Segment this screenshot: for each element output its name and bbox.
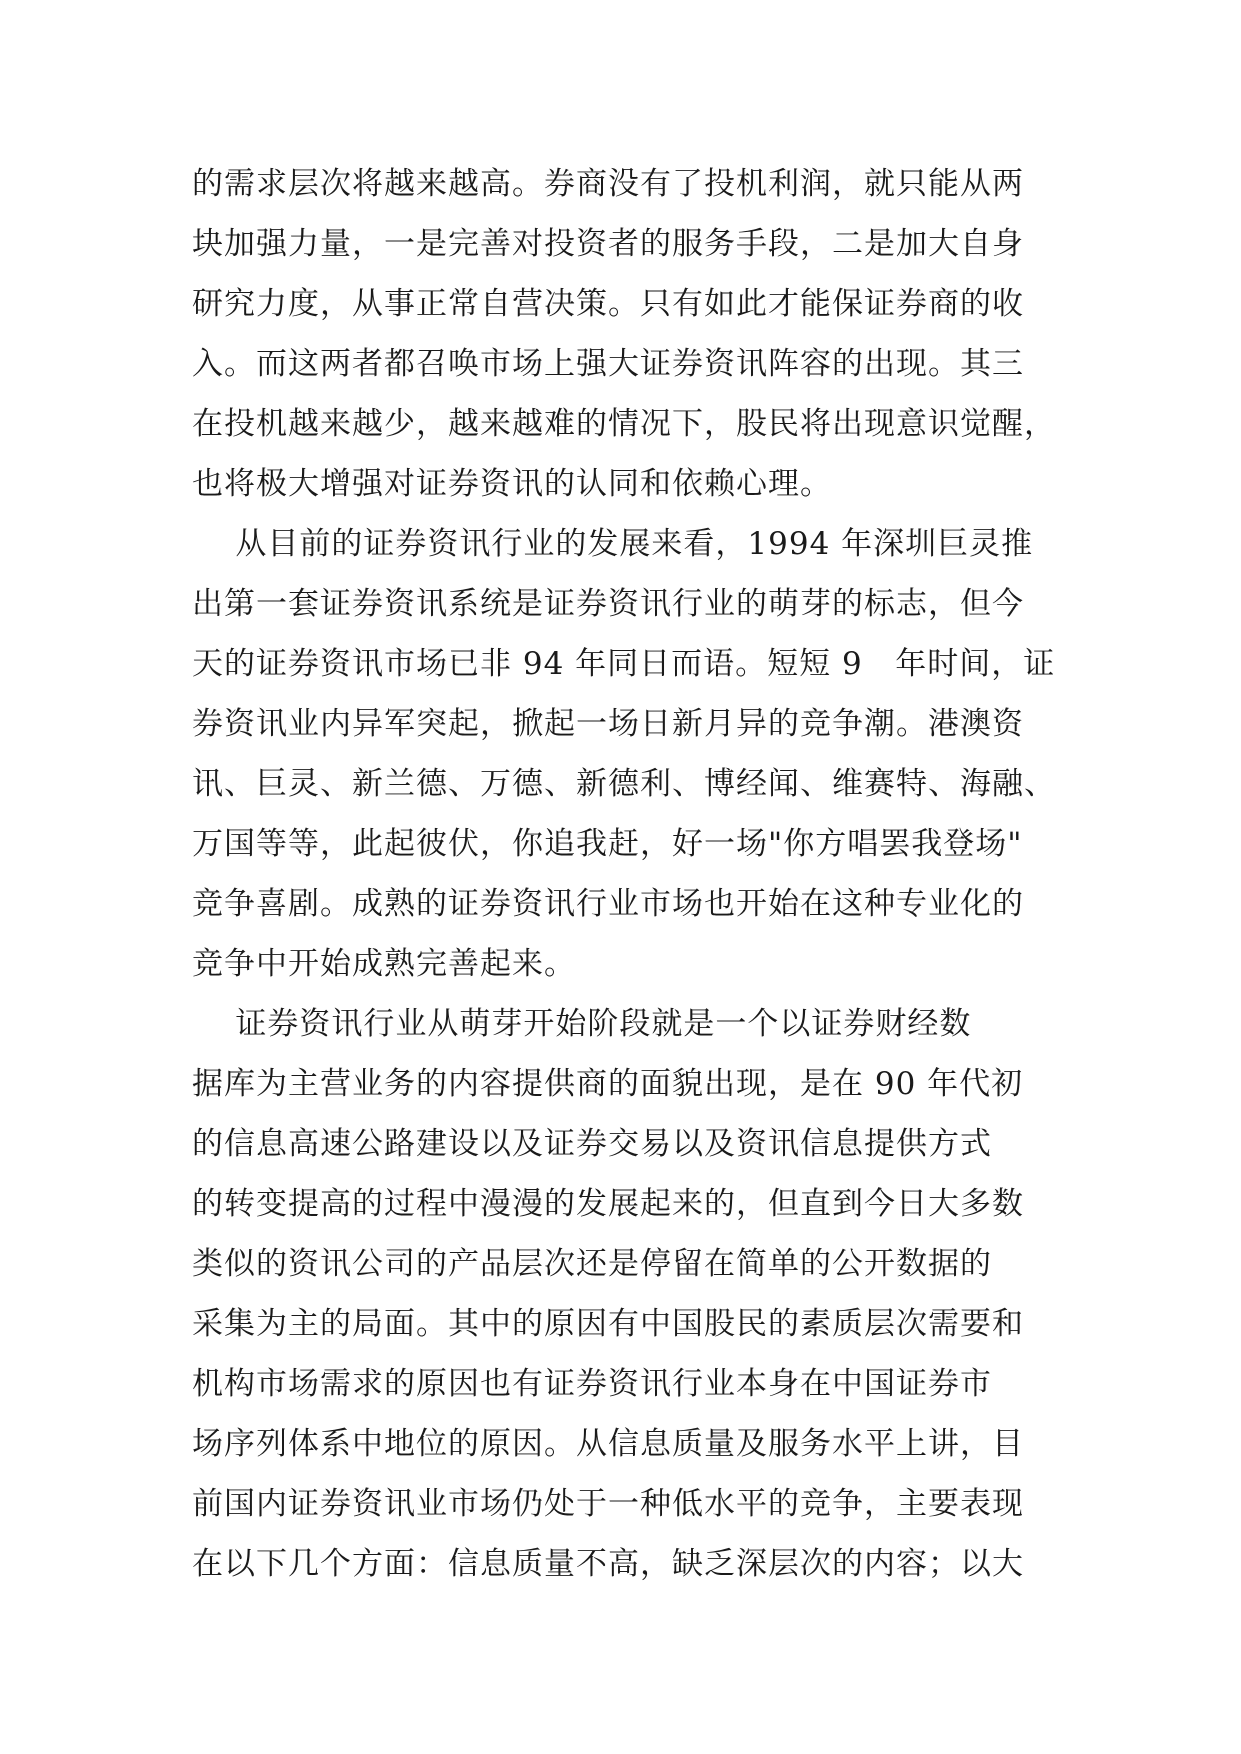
text-line: 入。而这两者都召唤市场上强大证券资讯阵容的出现。其三 (192, 346, 1024, 382)
text-line: 前国内证券资讯业市场仍处于一种低水平的竞争，主要表现 (192, 1486, 1024, 1522)
text-line: 研究力度，从事正常自营决策。只有如此才能保证券商的收 (192, 286, 1024, 322)
text-line: 天的证券资讯市场已非 94 年同日而语。短短 9 年时间，证 (192, 646, 1056, 682)
text-line: 的转变提高的过程中漫漫的发展起来的，但直到今日大多数 (192, 1186, 1024, 1222)
text-line: 块加强力量，一是完善对投资者的服务手段，二是加大自身 (192, 226, 1024, 262)
text-line: 券资讯业内异军突起，掀起一场日新月异的竞争潮。港澳资 (192, 706, 1024, 742)
text-line: 证券资讯行业从萌芽开始阶段就是一个以证券财经数 (192, 1006, 972, 1042)
body-text (192, 154, 1056, 1594)
text-line: 讯、巨灵、新兰德、万德、新德利、博经闻、维赛特、海融、 (192, 766, 1056, 802)
text-line: 的信息高速公路建设以及证券交易以及资讯信息提供方式 (192, 1126, 992, 1162)
text-line: 在投机越来越少，越来越难的情况下，股民将出现意识觉醒， (192, 406, 1056, 442)
text-line: 机构市场需求的原因也有证券资讯行业本身在中国证券市 (192, 1366, 992, 1402)
text-line: 竞争喜剧。成熟的证券资讯行业市场也开始在这种专业化的 (192, 886, 1024, 922)
text-line: 采集为主的局面。其中的原因有中国股民的素质层次需要和 (192, 1306, 1024, 1342)
text-line: 的需求层次将越来越高。券商没有了投机利润，就只能从两 (192, 166, 1024, 202)
text-line: 在以下几个方面：信息质量不高，缺乏深层次的内容；以大 (192, 1546, 1024, 1582)
text-line: 万国等等，此起彼伏，你追我赶，好一场"你方唱罢我登场" (192, 826, 1023, 862)
text-line: 竞争中开始成熟完善起来。 (192, 946, 576, 982)
text-line: 场序列体系中地位的原因。从信息质量及服务水平上讲，目 (192, 1426, 1024, 1462)
text-line: 据库为主营业务的内容提供商的面貌出现，是在 90 年代初 (192, 1066, 1024, 1102)
text-line: 从目前的证券资讯行业的发展来看，1994 年深圳巨灵推 (192, 526, 1034, 562)
text-line: 出第一套证券资讯系统是证券资讯行业的萌芽的标志，但今 (192, 586, 1024, 622)
text-line: 也将极大增强对证券资讯的认同和依赖心理。 (192, 466, 832, 502)
text-line: 类似的资讯公司的产品层次还是停留在简单的公开数据的 (192, 1246, 992, 1282)
